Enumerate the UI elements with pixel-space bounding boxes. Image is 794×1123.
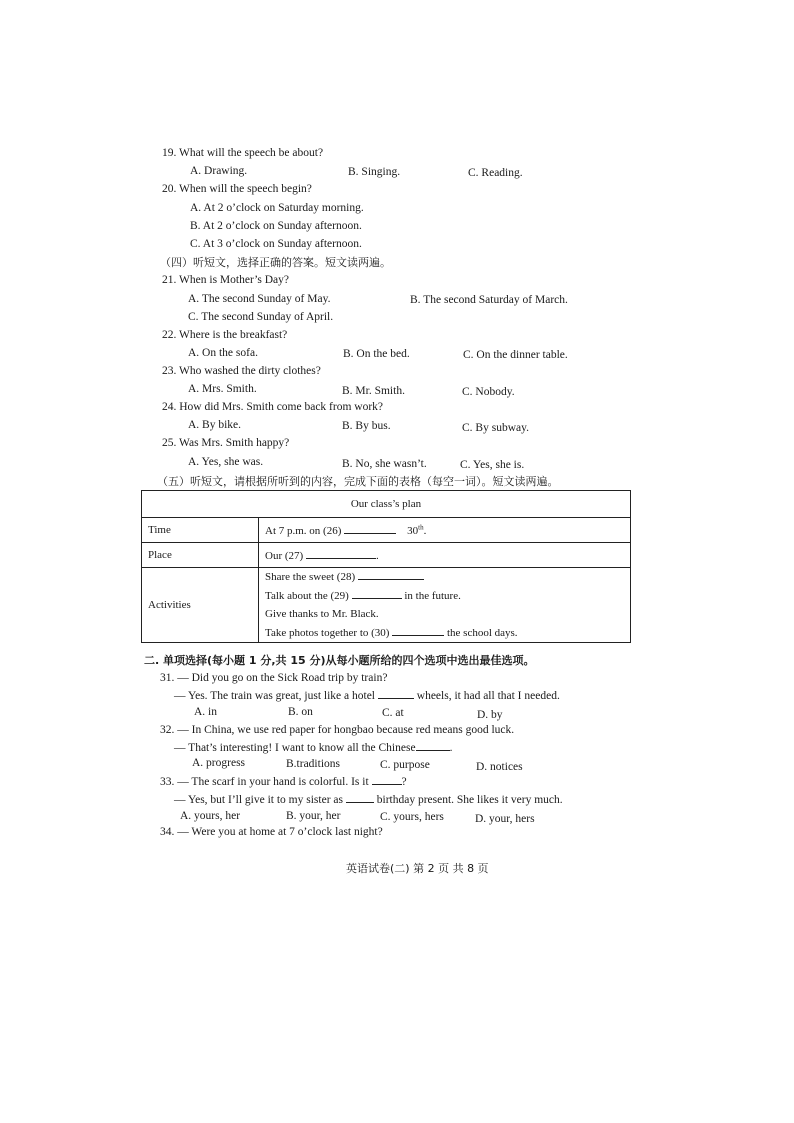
option-19b: B. Singing. [348, 166, 401, 178]
blank-33[interactable] [372, 774, 402, 785]
option-31d: D. by [477, 709, 503, 721]
time-day-suffix: th [418, 523, 424, 532]
question-19: 19. What will the speech be about? [162, 147, 324, 159]
blank-32[interactable] [416, 740, 450, 751]
option-22b: B. On the bed. [343, 348, 410, 360]
option-21c: C. The second Sunday of April. [188, 311, 334, 323]
time-cell [259, 518, 631, 543]
part-2-heading: 二. 单项选择(每小题 1 分,共 15 分)从每小题所给的四个选项中选出最佳选项。 [144, 654, 535, 667]
option-31a: A. in [194, 706, 217, 718]
blank-31[interactable] [378, 688, 414, 699]
option-22c: C. On the dinner table. [463, 349, 568, 361]
time-text: At 7 p.m. on (26) [265, 525, 342, 537]
option-21a: A. The second Sunday of May. [188, 293, 331, 305]
question-22: 22. Where is the breakfast? [162, 329, 288, 341]
section-5-heading: （五）听短文，请根据所听到的内容，完成下面的表格（每空一词）。短文读两遍。 [157, 475, 559, 488]
question-34-line1: 34. — Were you at home at 7 o’clock last night? [160, 826, 383, 838]
option-20b: B. At 2 o’clock on Sunday afternoon. [190, 220, 362, 232]
question-33-line2: — Yes, but I’ll give it to my sister as birthday present. She likes it very much. [174, 794, 563, 806]
blank-33b[interactable] [346, 792, 374, 803]
activity-2: Talk about the (29) in the future. [265, 589, 461, 602]
question-23: 23. Who washed the dirty clothes? [162, 365, 321, 377]
option-31c: C. at [382, 707, 404, 719]
question-32-line2: — That’s interesting! I want to know all the Chinese . [174, 742, 453, 754]
option-24c: C. By subway. [462, 422, 529, 434]
section-4-heading: （四）听短文，选择正确的答案。短文读两遍。 [160, 256, 391, 269]
option-25a: A. Yes, she was. [188, 456, 264, 468]
option-32a: A. progress [192, 757, 246, 769]
option-23a: A. Mrs. Smith. [188, 383, 257, 395]
time-day: 30 [407, 525, 419, 537]
option-22a: A. On the sofa. [188, 347, 258, 359]
activities-label: Activities [142, 568, 259, 643]
option-24b: B. By bus. [342, 420, 391, 432]
place-text: Our (27) [265, 550, 304, 562]
option-31b: B. on [288, 706, 313, 718]
option-32b: B.traditions [286, 758, 340, 770]
question-32-line1: 32. — In China, we use red paper for hongbao because red means good luck. [160, 724, 515, 736]
blank-28[interactable] [358, 569, 424, 580]
option-32c: C. purpose [380, 759, 430, 771]
option-32d: D. notices [476, 761, 523, 773]
time-end: . [423, 525, 427, 537]
blank-27[interactable] [306, 548, 376, 559]
place-end: . [375, 550, 379, 562]
time-label: Time [142, 518, 259, 543]
option-19c: C. Reading. [468, 167, 523, 179]
option-33a: A. yours, her [180, 810, 241, 822]
question-31-line1: 31. — Did you go on the Sick Road trip by train? [160, 672, 388, 684]
option-23c: C. Nobody. [462, 386, 515, 398]
question-31-line2: — Yes. The train was great, just like a hotel wheels, it had all that I needed. [174, 690, 560, 702]
option-23b: B. Mr. Smith. [342, 385, 405, 397]
option-25c: C. Yes, she is. [460, 459, 525, 471]
question-20: 20. When will the speech begin? [162, 183, 312, 195]
option-33b: B. your, her [286, 810, 341, 822]
activity-3: Give thanks to Mr. Black. [265, 608, 379, 620]
question-21: 21. When is Mother’s Day? [162, 274, 290, 286]
blank-29[interactable] [352, 588, 402, 599]
option-20a: A. At 2 o’clock on Saturday morning. [190, 202, 364, 214]
place-label: Place [142, 543, 259, 568]
question-25: 25. Was Mrs. Smith happy? [162, 437, 290, 449]
blank-30[interactable] [392, 625, 444, 636]
table-title: Our class’s plan [142, 491, 631, 518]
place-cell [259, 543, 631, 568]
question-24: 24. How did Mrs. Smith come back from work? [162, 401, 384, 413]
option-33c: C. yours, hers [380, 811, 444, 823]
activity-1: Share the sweet (28) [265, 568, 624, 587]
option-21b: B. The second Saturday of March. [410, 294, 568, 306]
option-33d: D. your, hers [475, 813, 535, 825]
option-20c: C. At 3 o’clock on Sunday afternoon. [190, 238, 362, 250]
option-25b: B. No, she wasn’t. [342, 458, 427, 470]
activity-4: Take photos together to (30) the school days. [265, 626, 518, 639]
blank-26[interactable] [344, 523, 396, 534]
activities-cell [259, 568, 631, 643]
question-33-line1: 33. — The scarf in your hand is colorful. Is it ? [160, 776, 407, 788]
class-plan-table [141, 490, 631, 643]
option-24a: A. By bike. [188, 419, 242, 431]
page-footer: 英语试卷(二) 第 2 页 共 8 页 [346, 862, 489, 875]
option-19a: A. Drawing. [190, 165, 248, 177]
